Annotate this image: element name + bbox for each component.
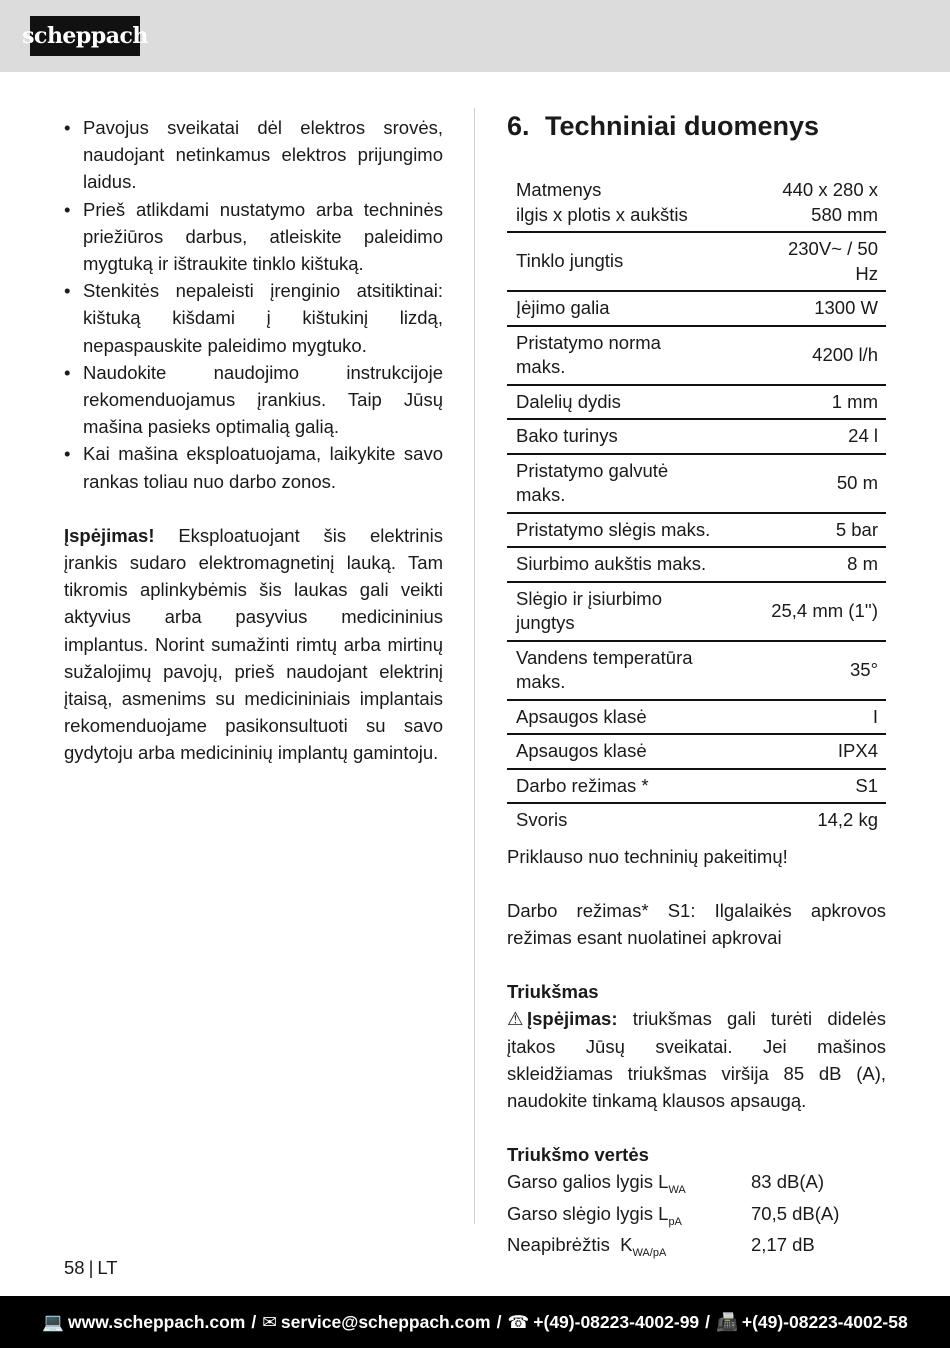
email-link[interactable]: service@scheppach.com: [280, 1311, 491, 1332]
list-item: • Naudokite naudojimo instrukcijoje rekomenduojamus įrankius. Taip Jūsų mašina pasieks optimalią galią.: [64, 359, 443, 441]
table-row: [507, 513, 886, 548]
spec-label: [507, 700, 719, 735]
footer-separator: /: [251, 1311, 257, 1332]
spec-label: [507, 769, 719, 804]
emf-warning-paragraph: [64, 522, 443, 767]
page-number: [64, 1256, 118, 1280]
spec-value-line: 1 mm: [831, 390, 878, 412]
table-row: [507, 232, 886, 291]
spec-value: [719, 385, 886, 420]
spec-label-line: Vandens temperatūra: [516, 646, 693, 668]
spec-value-line: 24 l: [848, 425, 878, 446]
noise-label: [507, 1168, 751, 1199]
warning-triangle-icon: ⚠: [507, 1008, 524, 1030]
noise-warning-text: triukšmas gali turėti didelės įtakos Jūsų sveikatai. Jei mašinos skleidžiamas triukšmas viršija 85 dB (A), naudokite tinkamą klausos apsaugą.: [507, 1008, 886, 1111]
list-item: • Kai mašina eksploatuojama, laikykite savo rankas toliau nuo darbo zonos.: [64, 440, 443, 494]
mail-icon: ✉: [262, 1311, 277, 1332]
spec-value: [719, 803, 886, 837]
spec-label-line: Darbo režimas *: [516, 774, 649, 796]
footer-separator: /: [705, 1311, 711, 1332]
table-row: [507, 1168, 839, 1199]
spec-label-line: maks.: [516, 671, 566, 692]
footer-separator: /: [496, 1311, 502, 1332]
spec-label: [507, 641, 719, 700]
list-item: • Pavojus sveikatai dėl elektros srovės, naudojant netinkamus elektros prijungimo laidus.: [64, 114, 443, 196]
column-divider: [474, 108, 475, 1224]
website-link[interactable]: www.scheppach.com: [68, 1311, 246, 1332]
noise-warning-label: Įspėjimas:: [527, 1008, 618, 1030]
spec-label-line: Pristatymo norma maks.: [516, 331, 661, 377]
spec-label-line: ilgis x plotis x aukštis: [516, 203, 688, 225]
table-row: [507, 803, 886, 837]
noise-values-heading: Triukšmo vertės: [507, 1144, 649, 1166]
spec-label-line: Tinklo jungtis: [516, 250, 624, 272]
spec-value-line: S1: [855, 774, 878, 796]
warning-text: Eksploatuojant šis elektrinis įrankis sudaro elektromagnetinį lauką. Tam tikromis aplinkybėmis šis laukas gali veikti aktyvius arba pasyvius medicininius implantus. Norint sumažinti rimtų arba mirtinų sužalojimų pavojų, prieš naudojant elektrinį įtaisą, asmenims su medicininiais implantais rekomenduojame pasikonsultuoti su savo gydytoju arba medicininių implantų gamintoju.: [64, 524, 443, 764]
spec-value-line: Hz: [855, 262, 878, 284]
spec-label: [507, 174, 719, 232]
contact-footer: [0, 1296, 950, 1348]
spec-value: [719, 582, 886, 641]
spec-label-line: Apsaugos klasė: [516, 740, 647, 761]
spec-value: [719, 174, 886, 232]
spec-value: [719, 700, 886, 735]
left-column: [64, 114, 443, 785]
fax-icon: 📠: [716, 1311, 738, 1332]
spec-label: [507, 419, 719, 454]
safety-bullet-list: [64, 114, 443, 495]
spec-label: [507, 232, 719, 291]
table-row: [507, 1231, 839, 1262]
list-item: • Stenkitės nepaleisti įrenginio atsitiktinai: kištuką kišdami į kištukinį lizdą, nepaspauskite paleidimo mygtuko.: [64, 277, 443, 359]
table-row: [507, 326, 886, 385]
spec-label-line: jungtys: [516, 612, 575, 633]
spec-value-line: 14,2 kg: [817, 809, 878, 830]
section-heading: [507, 106, 886, 146]
noise-warning: [507, 1005, 886, 1114]
spec-value-line: 440 x 280 x: [782, 179, 878, 200]
spec-label-line: Matmenys: [516, 179, 602, 200]
noise-label: [507, 1200, 751, 1231]
spec-label-line: Dalelių dydis: [516, 390, 621, 412]
warning-label: Įspėjimas!: [64, 524, 155, 546]
spec-value-line: 580 mm: [811, 203, 878, 225]
spec-label: [507, 513, 719, 548]
section-number: 6.: [507, 111, 530, 141]
spec-label: [507, 734, 719, 769]
table-row: [507, 419, 886, 454]
list-item: • Prieš atlikdami nustatymo arba techninės priežiūros darbus, atleiskite paleidimo mygtuką ir ištraukite tinklo kištuką.: [64, 196, 443, 278]
page-number-value: 58: [64, 1257, 85, 1278]
noise-values-table: [507, 1168, 839, 1262]
spec-value-line: 25,4 mm (1''): [771, 599, 878, 621]
spec-value: [719, 232, 886, 291]
page-separator: |: [88, 1257, 94, 1278]
table-row: [507, 174, 886, 232]
spec-label: [507, 454, 719, 513]
spec-value: [719, 734, 886, 769]
spec-label-line: maks.: [516, 484, 566, 505]
spec-value-line: 8 m: [847, 553, 878, 574]
spec-value: [719, 769, 886, 804]
spec-value: [719, 419, 886, 454]
table-row: [507, 454, 886, 513]
phone-icon: ☎: [507, 1311, 530, 1332]
noise-label-subscript: WA: [668, 1184, 686, 1197]
spec-label-line: Pristatymo galvutė: [516, 459, 669, 481]
noise-heading: Triukšmas: [507, 981, 599, 1003]
brand-logo: scheppach: [30, 16, 140, 56]
table-row: [507, 769, 886, 804]
table-row: [507, 734, 886, 769]
noise-label-subscript: WA/pA: [632, 1246, 667, 1259]
section-title: Techniniai duomenys: [545, 111, 820, 141]
spec-value: [719, 641, 886, 700]
spec-label: [507, 582, 719, 641]
technical-data-table: [507, 174, 886, 837]
spec-value-line: 4200 l/h: [812, 343, 878, 365]
noise-label-text: Garso galios lygis L: [507, 1171, 669, 1193]
table-row: [507, 1200, 839, 1231]
right-column: [507, 106, 886, 1262]
table-row: [507, 385, 886, 420]
table-row: [507, 547, 886, 582]
spec-value-line: 35°: [850, 658, 878, 680]
spec-label-line: Slėgio ir įsiurbimo: [516, 587, 662, 609]
noise-value: 83 dB(A): [751, 1171, 825, 1193]
table-row: [507, 582, 886, 641]
phone-number[interactable]: +(49)-08223-4002-99: [533, 1311, 700, 1332]
spec-label: [507, 547, 719, 582]
noise-value: 2,17 dB: [751, 1233, 815, 1255]
spec-value: [719, 454, 886, 513]
table-row: [507, 641, 886, 700]
spec-value-line: 5 bar: [835, 518, 878, 540]
noise-value: 70,5 dB(A): [751, 1202, 840, 1224]
noise-label: [507, 1231, 751, 1262]
page-header: [0, 0, 950, 72]
spec-label-line: Bako turinys: [516, 425, 618, 446]
spec-value-line: 50 m: [836, 471, 878, 493]
spec-label-line: Įėjimo galia: [516, 297, 610, 318]
noise-label-text: Neapibrėžtis K: [507, 1233, 633, 1255]
spec-label-line: Svoris: [516, 809, 568, 830]
computer-icon: 💻: [42, 1311, 65, 1332]
spec-value: [719, 513, 886, 548]
spec-value-line: 230V~ / 50: [787, 238, 878, 259]
spec-value: [719, 291, 886, 326]
changes-note: Priklauso nuo techninių pakeitimų!: [507, 845, 788, 867]
noise-label-text: Garso slėgio lygis L: [507, 1202, 669, 1224]
spec-label: [507, 385, 719, 420]
spec-label: [507, 291, 719, 326]
fax-number: +(49)-08223-4002-58: [741, 1311, 908, 1332]
table-row: [507, 291, 886, 326]
spec-value: [719, 547, 886, 582]
noise-label-subscript: pA: [668, 1215, 682, 1228]
spec-label-line: Pristatymo slėgis maks.: [516, 518, 711, 540]
spec-label: [507, 326, 719, 385]
spec-value-line: IPX4: [837, 740, 878, 761]
spec-label: [507, 803, 719, 837]
page-language: LT: [97, 1257, 118, 1278]
spec-value-line: I: [872, 705, 878, 727]
table-row: [507, 700, 886, 735]
spec-label-line: Apsaugos klasė: [516, 705, 647, 727]
spec-value-line: 1300 W: [814, 297, 878, 318]
spec-label-line: Siurbimo aukštis maks.: [516, 553, 707, 574]
spec-value: [719, 326, 886, 385]
operating-mode-text: Darbo režimas* S1: Ilgalaikės apkrovos režimas esant nuolatinei apkrovai: [507, 899, 886, 948]
